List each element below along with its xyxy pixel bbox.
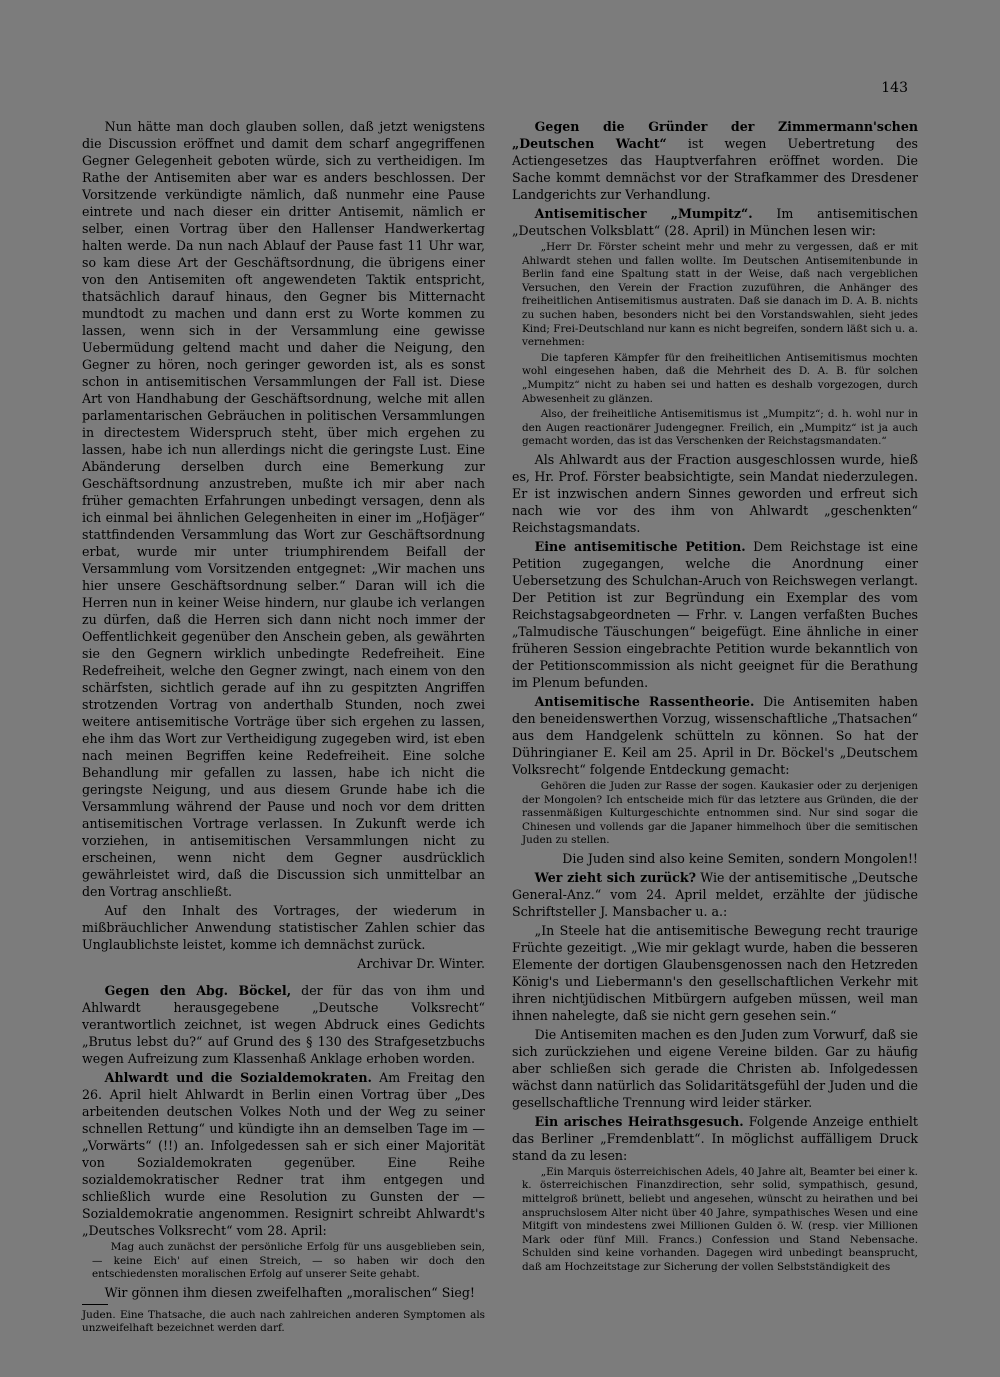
winter-report-paragraph: Nun hätte man doch glauben sollen, daß jetzt wenigstens die Discussion eröffnet und damit dem scharf angegriffenen Gegner Gelegenheit geboten würde, sich zu vertheidigen. Im Rathe der Antisemiten aber war es anders beschlossen. Der Vorsitzende verkündigte nämlich, daß nunmehr eine Pause eintrete und nach dieser ein dritter Antisemit, nämlich er selber, einen Vortrag über den Hallenser Handwerkertag halten werde. Da nun nach Ablauf der Pause fast 11 Uhr war, so kam diese Art der Geschäftsordnung, die übrigens einer von den Antisemiten oft angewendeten Taktik entspricht, thatsächlich darauf hinaus, den Gegner bis Mitternacht mundtodt zu machen und dann erst zu Worte kommen zu lassen, wenn sich in der Versammlung eine gewisse Uebermüdung geltend macht und daher die Neigung, den Gegner zu hören, noch geringer geworden ist, als es sonst schon in antisemitischen Versammlungen der Fall ist. Diese Art von Handhabung der Geschäftsordnung, welche mit allen parlamentarischen Gebräuchen in politischen Versammlungen in directestem Widerspruch steht, über mich ergehen zu lassen, habe ich nun allerdings nicht die geringste Lust. Eine Abänderung derselben durch eine Bemerkung zur Geschäftsordnung anzustreben, mußte ich mir aber nach früher gemachten Erfahrungen unbedingt versagen, denn als ich einmal bei ähnlichen Gelegenheiten in einer im „Hofjäger“ stattfindenden Versammlung das Wort zur Geschäftsordnung erbat, wurde mir unter triumphirendem Beifall der Versammlung vom Vorsitzenden entgegnet: „Wir machen uns hier unsere Geschäftsordnung selber.“ Daran will ich die Herren nun in keiner Weise hindern, nur glaube ich verlangen zu dürfen, daß die Herren sich dann nicht noch immer der Oeffentlichkeit gegenüber den Anschein geben, als gewährten sie den Gegnern wirklich unbedingte Redefreiheit. Eine Redefreiheit, welche den Gegner zwingt, nach einem von den schärfsten, sichtlich gerade auf ihn zu gespitzten Angriffen strotzenden Vortrag von anderthalb Stunden, noch zwei weitere antisemitische Vorträge über sich ergehen zu lassen, ehe ihm das Wort zur Vertheidigung zugegeben wird, ist eben nach meinen Begriffen keine Redefreiheit. Eine solche Behandlung mir gefallen zu lassen, habe ich nicht die geringste Neigung, und aus diesem Grunde habe ich die Versammlung während der Pause und noch vor dem dritten antisemitischen Vortrage verlassen. In Zukunft werde ich vorziehen, in antisemitischen Versammlungen nicht zu erscheinen, wenn nicht dem Gegner ausdrücklich gewährleistet wird, daß die Discussion sich unmittelbar an den Vortrag anschließt. [82,119,485,899]
mumpitz-text: Im antisemitischen „Deutschen Volksblatt“ (28. April) in München lesen wir: [512,206,918,238]
zurueck-closing: Die Antisemiten machen es den Juden zum Vorwurf, daß sie sich zurückziehen und eigene Vereine bilden. Gar zu häufig aber schließen sich gerade die Christen ab. Infolgedessen wächst dann natürlich das Solidaritätsgefühl der Juden und die gesellschaftliche Trennung wird leider stärker. [512,1026,918,1110]
petition-text: Dem Reichstage ist eine Petition zugegangen, welche die Anordnung einer Uebersetzung des Schulchan-Aruch von Reichswegen verlangt. Der Petition ist zur Begründung ein Exemplar des vom Reichstagsabgeordneten — Frhr. v. Langen verfaßten Buches „Talmudische Täuschungen“ beigefügt. Eine ähnliche in einer früheren Session eingebrachte Petition wurde bekanntlich von der Petitionscommission als nicht geeignet für die Berathung im Plenum befunden. [512,538,918,690]
zurueck-article [512,869,918,920]
rassen-heading: Antisemitische Rassentheorie. [534,693,755,709]
right-column [512,118,918,1277]
heirath-text: Folgende Anzeige enthielt das Berliner „Fremdenblatt“. In möglichst auffälligem Druck stand da zu lesen: [512,1113,918,1163]
heirath-article [512,1113,918,1164]
rassen-closing: Die Juden sind also keine Semiten, sondern Mongolen!! [562,850,918,866]
rassen-text: Die Antisemiten haben den beneidenswerthen Vorzug, wissenschaftliche „Thatsachen“ aus dem Handgelenk schütteln zu können. So hat der Dühringianer E. Keil am 25. April in Dr. Böckel's „Deutschem Volksrecht“ folgende Entdeckung gemacht: [512,693,918,777]
left-column [82,118,485,1338]
mumpitz-quote-1: „Herr Dr. Förster scheint mehr und mehr zu vergessen, daß er mit Ahlwardt stehen und fallen wollte. Im Deutschen Antisemitenbunde in Berlin fand eine Spaltung statt in der Weise, daß nach vergeblichen Versuchen, den Verein der Fraction zuzuführen, die Anhänger des freiheitlichen Antisemitismus austraten. Daß sie danach im D. A. B. nichts zu suchen haben, besonders nicht bei den Vorstandswahlen, sieht jedes Kind; Frei-Deutschland nur kann es nicht begreifen, sondern läßt sich u. a. vernehmen: [522,241,918,349]
mumpitz-closing: Als Ahlwardt aus der Fraction ausgeschlossen wurde, hieß es, Hr. Prof. Förster beabsichtigte, sein Mandat niederzulegen. Er ist inzwischen andern Sinnes geworden und erfreut sich nach wie vor des ihm von Ahlwardt „geschenkten“ Reichstagsmandats. [512,451,918,535]
zurueck-heading: Wer zieht sich zurück? [534,869,696,885]
gruender-text: ist wegen Uebertretung des Actiengesetzes das Hauptverfahren eröffnet worden. Die Sache kommt demnächst vor der Strafkammer des Dresdener Landgerichts zur Verhandlung. [512,136,918,202]
petition-heading: Eine antisemitische Petition. [534,538,746,554]
petition-article [512,538,918,691]
zurueck-text: Wie der antisemitische „Deutsche General-Anz.“ vom 24. April meldet, erzählte der jüdische Schriftsteller J. Mansbacher u. a.: [512,869,918,919]
winter-report-closing: Auf den Inhalt des Vortrages, der wiederum in mißbräuchlicher Anwendung statistischer Zahlen schier das Unglaublichste leistet, komme ich demnächst zurück. [82,903,485,952]
ahlwardt-heading: Ahlwardt und die Sozialdemokraten. [104,1070,372,1085]
rassen-article [512,693,918,778]
mumpitz-quote-2: Die tapferen Kämpfer für den freiheitlichen Antisemitismus mochten wohl eingesehen haben, daß die Mehrheit des D. A. B. für solchen „Mumpitz“ nicht zu haben sei und hatten es deshalb vorgezogen, durch Abwesenheit zu glänzen. [522,351,918,405]
mumpitz-article [512,205,918,239]
ahlwardt-closing: Wir gönnen ihm diesen zweifelhaften „moralischen“ Sieg! [104,1284,475,1300]
heirath-heading: Ein arisches Heirathsgesuch. [534,1113,744,1129]
boeckel-text: der für das von ihm und Ahlwardt herausgegebene „Deutsche Volksrecht“ verantwortlich zeichnet, ist wegen Abdruck eines Gedichts „Brutus lebst du?“ auf Grund des § 130 des Strafgesetzbuchs wegen Aufreizung zum Klassenhaß Anklage erhoben worden. [82,983,485,1066]
ahlwardt-article [82,1069,485,1239]
author-signature: Archivar Dr. Winter. [357,956,485,971]
rassen-quote: Gehören die Juden zur Rasse der sogen. Kaukasier oder zu derjenigen der Mongolen? Ich entscheide mich für das letztere aus Gründen, die der rassenmäßigen Kulturgeschichte entnommen sind. Nur sind sogar die Chinesen und vollends gar die Japaner himmelhoch über die semitischen Juden zu stellen. [522,779,918,847]
ahlwardt-text: Am Freitag den 26. April hielt Ahlwardt in Berlin einen Vortrag über „Des arbeitenden deutschen Volkes Noth und der Weg zu seiner schnellen Rettung“ und kündigte ihn an demselben Tage im — „Vorwärts“ (!!) an. Infolgedessen sah er sich einer Majorität von Sozialdemokraten gegenüber. Eine Reihe sozialdemokratischer Redner trat ihm entgegen und schließlich wurde eine Resolution zu Gunsten der — Sozialdemokratie angenommen. Resignirt schreibt Ahlwardt's „Deutsches Volksrecht“ vom 28. April: [82,1070,486,1238]
heirath-quote: „Ein Marquis österreichischen Adels, 40 Jahre alt, Beamter bei einer k. k. österreichischen Finanzdirection, sehr solid, sympathisch, gesund, mittelgroß brünett, beliebt und angesehen, wünscht zu heirathen und bei anspruchslosem Alter nicht über 40 Jahre, sympathisches Wesen und eine Mitgift von mindestens zwei Millionen Gulden ö. W. (resp. vier Millionen Mark oder fünf Mill. Francs.) Confession und Stand Nebensache. Schulden sind keine vorhanden. Dagegen wird unbedingt beansprucht, daß am Hochzeitstage zur Sicherung der vollen Selbstständigkeit des [522,1165,918,1274]
mumpitz-heading: Antisemitischer „Mumpitz“. [534,206,753,221]
footnote: Juden. Eine Thatsache, die auch nach zahlreichen anderen Symptomen als unzweifelhaft bezeichnet werden darf. [82,1308,485,1335]
boeckel-article [82,982,485,1067]
gruender-heading: Gegen die Gründer der Zimmermann'schen „Deutschen Wacht“ [512,119,918,151]
mumpitz-quote-3: Also, der freiheitliche Antisemitismus ist „Mumpitz“; d. h. wohl nur in den Augen reactionärer Judengegner. Freilich, ein „Mumpitz“ ist ja auch gemacht worden, das ist das Verschenken der Reichstagsmandaten.“ [522,408,918,448]
footnote-rule [82,1304,108,1305]
boeckel-heading: Gegen den Abg. Böckel, [104,983,292,998]
page-number: 143 [881,80,908,96]
gruender-article [512,118,918,203]
ahlwardt-quote: Mag auch zunächst der persönliche Erfolg für uns ausgeblieben sein, — keine Eich' auf einen Streich, — so haben wir doch den entschiedensten moralischen Erfolg auf unserer Seite gehabt. [92,1241,485,1281]
zurueck-quote: „In Steele hat die antisemitische Bewegung recht traurige Früchte gezeitigt. „Wie mir geklagt wurde, haben die besseren Elemente der dortigen Glaubensgenossen nach den Hetzreden König's und Liebermann's den gesellschaftlichen Verkehr mit ihren nichtjüdischen Mitbürgern aufgeben müssen, weil man ihnen nahelegte, daß sie nicht gern gesehen sein.“ [512,922,918,1023]
